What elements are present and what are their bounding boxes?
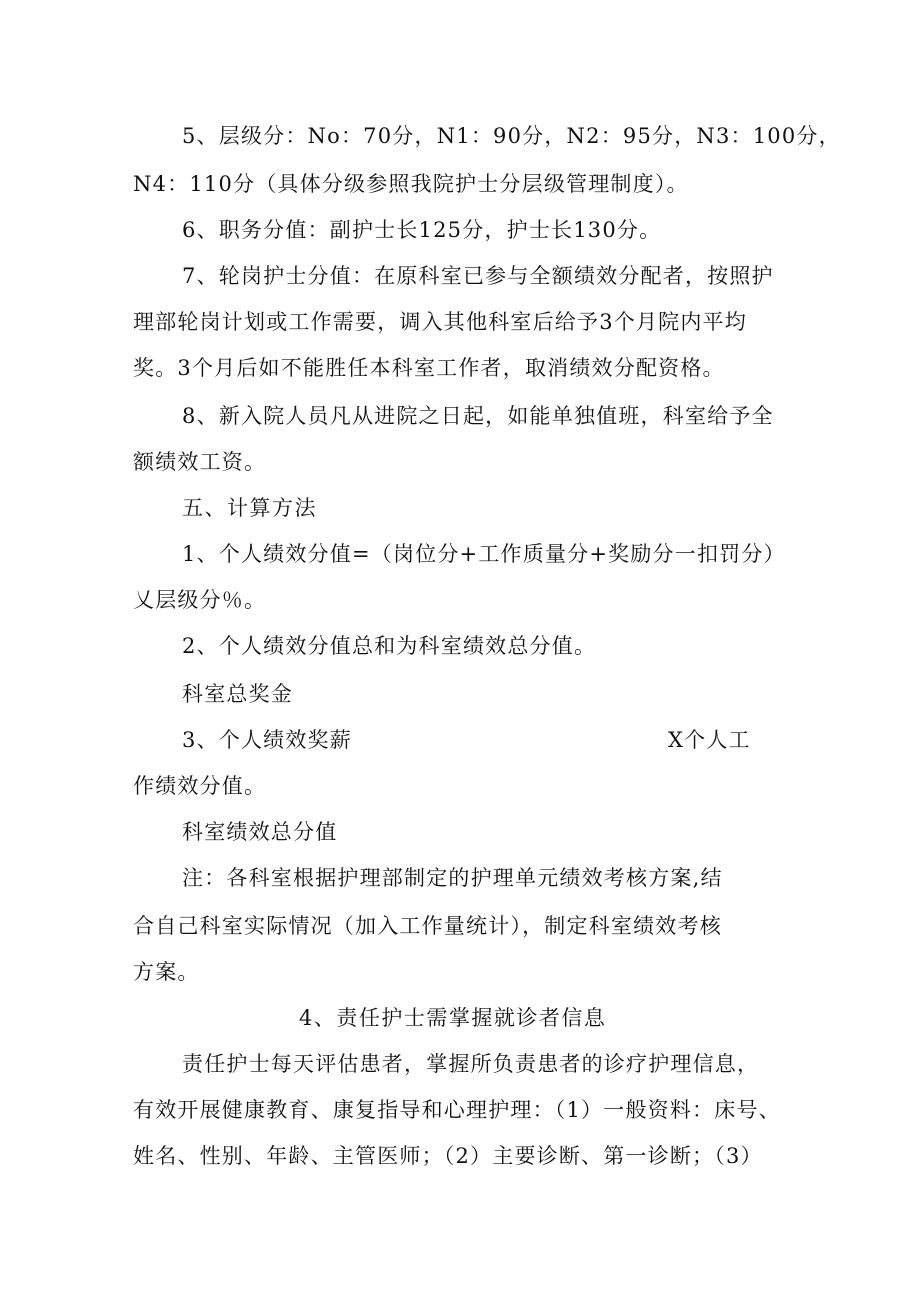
text-line: 奖。3个月后如不能胜任本科室工作者，取消绩效分配资格。 xyxy=(133,356,725,380)
text-line: 额绩效工资。 xyxy=(133,450,267,474)
text-line: 科室绩效总分值 xyxy=(182,820,338,844)
text-line: X个人工 xyxy=(668,728,751,752)
text-line: 5、层级分：No：70分，N1：90分，N2：95分，N3：100分， xyxy=(182,124,841,148)
section-heading: 五、计算方法 xyxy=(182,496,317,520)
text-line: 8、新入院人员凡从进院之日起，如能单独值班，科室给予全 xyxy=(182,404,774,428)
text-line: 作绩效分值。 xyxy=(133,774,267,798)
section-heading: 4、责任护士需掌握就诊者信息 xyxy=(299,1006,607,1030)
text-line: 理部轮岗计划或工作需要，调入其他科室后给予3个月院内平均 xyxy=(133,310,747,334)
text-line: 责任护士每天评估患者，掌握所负责患者的诊疗护理信息， xyxy=(182,1052,760,1076)
text-line: 7、轮岗护士分值：在原科室已参与全额绩效分配者，按照护 xyxy=(182,264,774,288)
text-line: 方案。 xyxy=(133,960,200,984)
text-line: 3、个人绩效奖薪 xyxy=(182,728,352,752)
text-line: 科室总奖金 xyxy=(182,682,293,706)
text-line: 有效开展健康教育、康复指导和心理护理：（1）一般资料：床号、 xyxy=(133,1098,781,1122)
text-line: 6、职务分值：副护士长125分，护士长130分。 xyxy=(182,218,662,242)
text-line: 1、个人绩效分值=（岗位分+工作质量分+奖励分一扣罚分） xyxy=(182,542,786,566)
text-line: 注：各科室根据护理部制定的护理单元绩效考核方案,结 xyxy=(182,866,723,890)
text-line: 2、个人绩效分值总和为科室绩效总分值。 xyxy=(182,634,597,658)
text-line: 姓名、性别、年龄、主管医师；（2）主要诊断、第一诊断；（3） xyxy=(133,1144,763,1168)
text-line: 乂层级分％。 xyxy=(133,588,267,612)
text-line: N4：110分（具体分级参照我院护士分层级管理制度）。 xyxy=(133,172,689,196)
text-line: 合自己科室实际情况（加入工作量统计），制定科室绩效考核 xyxy=(133,914,722,938)
